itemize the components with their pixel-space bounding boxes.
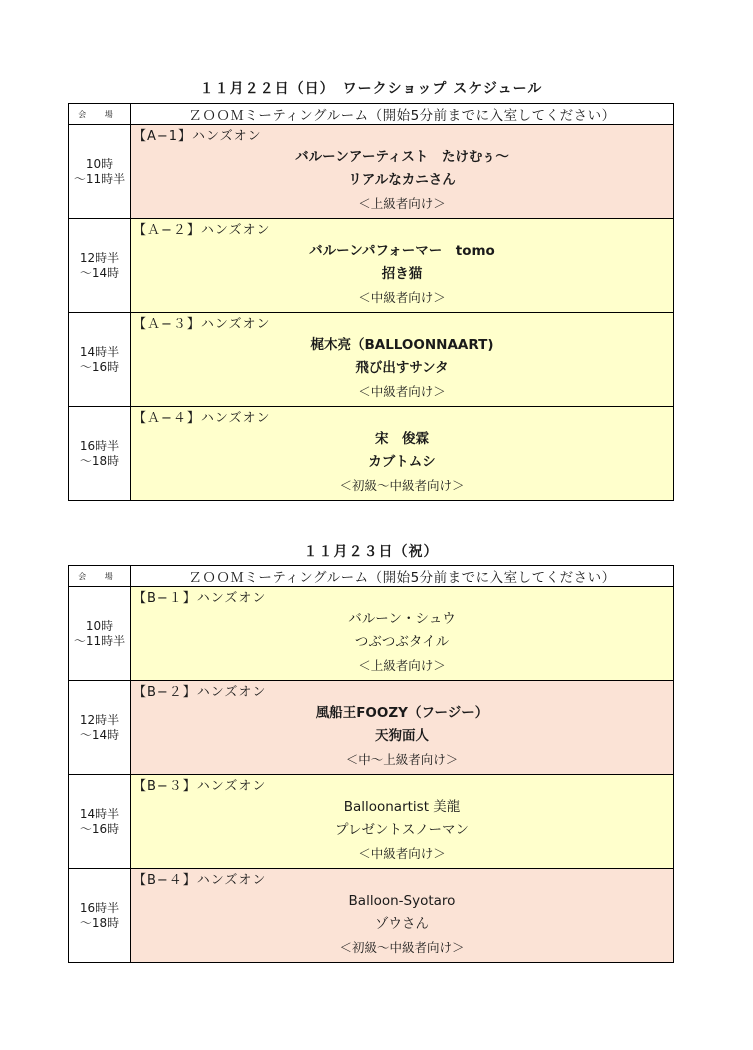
session-level: ＜上級者向け＞ <box>358 658 446 673</box>
session-artist: バルーンアーティスト たけむぅ～ <box>295 149 509 165</box>
session-row-a2 <box>69 219 674 313</box>
day-2-schedule-table <box>68 565 674 963</box>
session-work: リアルなカニさん <box>348 172 456 188</box>
session-content <box>131 125 674 219</box>
session-level: ＜中級者向け＞ <box>358 290 446 305</box>
session-row-b3 <box>69 775 674 869</box>
session-work: 飛び出すサンタ <box>355 360 449 376</box>
session-time: 14時半 ～16時 <box>69 775 131 869</box>
session-code: 【B−３】ハンズオン <box>133 779 267 794</box>
session-level: ＜中級者向け＞ <box>358 384 446 399</box>
session-code: 【Ａ−４】ハンズオン <box>133 411 271 426</box>
session-work: 天狗面人 <box>375 728 429 744</box>
session-content <box>131 587 674 681</box>
session-artist: バルーンパフォーマー tomo <box>309 243 495 259</box>
day-2-title: １１月２３日（祝） <box>303 544 439 560</box>
session-row-b2 <box>69 681 674 775</box>
session-row-a3 <box>69 313 674 407</box>
session-artist: バルーン・シュウ <box>348 611 456 627</box>
session-row-b1 <box>69 587 674 681</box>
session-row-a4 <box>69 407 674 501</box>
session-row-b4 <box>69 869 674 963</box>
session-code: 【B−４】ハンズオン <box>133 873 267 888</box>
session-level: ＜初級～中級者向け＞ <box>339 478 465 493</box>
session-work: プレゼントスノーマン <box>335 822 469 838</box>
session-code: 【B−１】ハンズオン <box>133 591 267 606</box>
session-time: 16時半 ～18時 <box>69 869 131 963</box>
venue-label: 会 場 <box>69 566 131 587</box>
session-time: 14時半 ～16時 <box>69 313 131 407</box>
day-1-title: １１月２２日（日） ワークショップ スケジュール <box>199 81 543 97</box>
venue-row <box>69 566 674 587</box>
session-content <box>131 219 674 313</box>
session-time: 12時半 ～14時 <box>69 681 131 775</box>
day-1-schedule-table <box>68 103 674 501</box>
session-code: 【A−1】ハンズオン <box>133 129 262 144</box>
venue-value: ＺＯＯＭミーティングルーム（開始5分前までに入室してください） <box>131 566 674 587</box>
session-artist: 宋 俊霖 <box>375 431 429 447</box>
session-artist: Balloonartist 美龍 <box>343 799 461 815</box>
venue-row <box>69 104 674 125</box>
session-work: つぶつぶタイル <box>354 634 450 650</box>
session-time: 10時 ～11時半 <box>69 587 131 681</box>
session-artist: 風船王FOOZY（フージー） <box>315 705 489 721</box>
session-content <box>131 407 674 501</box>
session-time: 12時半 ～14時 <box>69 219 131 313</box>
session-row-a1 <box>69 125 674 219</box>
session-code: 【B−２】ハンズオン <box>133 685 267 700</box>
session-time: 10時 ～11時半 <box>69 125 131 219</box>
session-content <box>131 313 674 407</box>
venue-label: 会 場 <box>69 104 131 125</box>
session-code: 【Ａ−２】ハンズオン <box>133 223 271 238</box>
venue-value: ＺＯＯＭミーティングルーム（開始5分前までに入室してください） <box>131 104 674 125</box>
session-level: ＜上級者向け＞ <box>358 196 446 211</box>
session-work: 招き猫 <box>381 266 423 282</box>
session-work: ゾウさん <box>375 916 429 932</box>
session-code: 【Ａ−３】ハンズオン <box>133 317 271 332</box>
session-artist: Balloon-Syotaro <box>348 893 456 909</box>
session-level: ＜初級～中級者向け＞ <box>339 940 465 955</box>
session-work: カブトムシ <box>368 454 436 470</box>
session-time: 16時半 ～18時 <box>69 407 131 501</box>
session-content <box>131 869 674 963</box>
session-content <box>131 775 674 869</box>
session-content <box>131 681 674 775</box>
session-level: ＜中級者向け＞ <box>358 846 446 861</box>
session-level: ＜中～上級者向け＞ <box>345 752 459 767</box>
session-artist: 梶木亮（BALLOONNAART) <box>310 337 494 353</box>
